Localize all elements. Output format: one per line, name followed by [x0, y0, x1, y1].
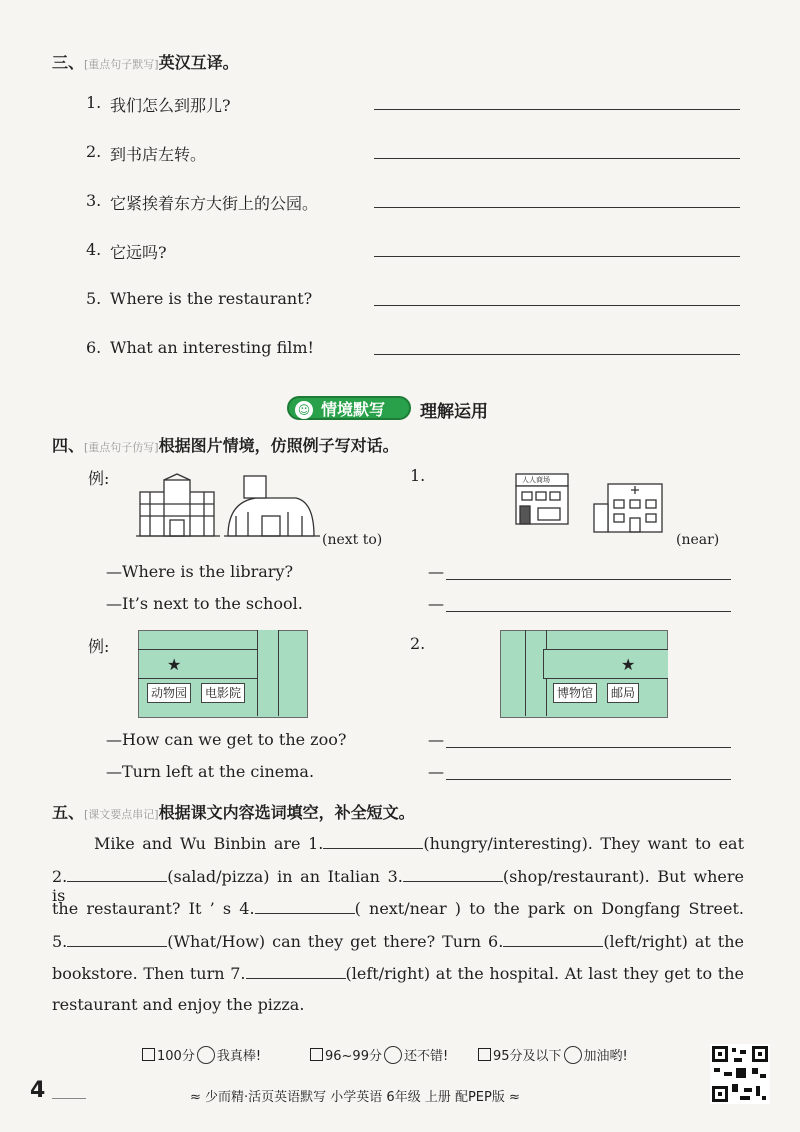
- map-road-v: [257, 630, 279, 716]
- passage-text: (left/right) at the hospital. At last they get to the: [345, 964, 745, 983]
- happy-face-icon: [197, 1046, 215, 1064]
- passage-text: restaurant and enjoy the pizza.: [52, 994, 305, 1014]
- checkbox-96[interactable]: [310, 1048, 323, 1061]
- example1-answer: —It’s next to the school.: [106, 594, 303, 613]
- example1-label: 例:: [88, 469, 110, 488]
- fill-blank[interactable]: [67, 865, 167, 882]
- ex2-answer-line2[interactable]: [446, 779, 731, 780]
- s3-item-text: Where is the restaurant?: [110, 289, 313, 308]
- banner-badge-icon: ☺: [295, 401, 313, 419]
- section5-title: 根据课文内容选词填空，补全短文。: [158, 803, 415, 822]
- s3-item-number: 3.: [86, 191, 102, 210]
- footer-text: ≈ 少而精·活页英语默写 小学英语 6年级 上册 配PEP版 ≈: [190, 1090, 520, 1105]
- eval-text-3: 加油哟!: [583, 1049, 628, 1064]
- eval-text-2: 还不错!: [403, 1049, 449, 1064]
- passage-line: [52, 962, 744, 983]
- ex1-dash1: —: [428, 562, 444, 581]
- passage-text: ( next/near ) to the park on Dongfang Street.: [354, 899, 745, 918]
- example1-question: —Where is the library?: [106, 562, 294, 581]
- ex2-sign2: 邮局: [607, 683, 639, 703]
- s3-answer-line[interactable]: [374, 354, 740, 355]
- fill-blank[interactable]: [403, 865, 503, 882]
- s3-item-number: 4.: [86, 240, 102, 259]
- passage-text: (left/right) at the: [603, 931, 744, 951]
- section4-title: 根据图片情境，仿照例子写对话。: [158, 436, 399, 455]
- passage-line: [52, 995, 744, 1014]
- fill-blank[interactable]: [246, 962, 346, 979]
- section4-number: 四、: [52, 436, 85, 455]
- ex1-hint: (near): [676, 532, 720, 548]
- start-star-icon: ★: [167, 655, 182, 674]
- banner-label: 情境默写: [321, 400, 386, 419]
- passage-text: (hungry/interesting). They want to eat: [423, 834, 745, 853]
- section4-heading: [52, 433, 399, 456]
- shop-sign-text: 人人商场: [522, 476, 550, 484]
- example2-question: —How can we get to the zoo?: [106, 730, 347, 749]
- passage-text: bookstore. Then turn 7.: [52, 964, 246, 983]
- s3-item-number: 5.: [86, 289, 102, 308]
- fill-blank[interactable]: [255, 897, 355, 914]
- hospital-building: [594, 484, 662, 532]
- ex2-sign1: 博物馆: [553, 683, 597, 703]
- s3-answer-line[interactable]: [374, 158, 740, 159]
- page-number-underline: [52, 1098, 86, 1099]
- passage-line: [94, 832, 744, 853]
- smile-face-icon: [384, 1046, 402, 1064]
- ex1-answer-line1[interactable]: [446, 579, 731, 580]
- example2-sign2: 电影院: [201, 683, 245, 703]
- ex2-dash2: —: [428, 762, 444, 781]
- s3-item-text: 它紧挨着东方大街上的公园。: [110, 194, 319, 213]
- s3-item-text: What an interesting film!: [110, 338, 314, 357]
- s3-answer-line[interactable]: [374, 305, 740, 306]
- qr-code[interactable]: [710, 1044, 770, 1104]
- passage-text: 5.: [52, 931, 68, 951]
- cheer-face-icon: [564, 1046, 582, 1064]
- s3-answer-line[interactable]: [374, 256, 740, 257]
- checkbox-95[interactable]: [478, 1048, 491, 1061]
- section3-number: 三、: [52, 53, 85, 72]
- eval-text-1: 我真棒!: [216, 1049, 262, 1064]
- s3-item-number: 2.: [86, 142, 102, 161]
- example2-answer: —Turn left at the cinema.: [106, 762, 315, 781]
- passage-text: (shop/restaurant). But where is: [52, 866, 744, 905]
- fill-blank[interactable]: [67, 930, 167, 947]
- passage-line: [52, 930, 744, 951]
- passage-text: 2.: [52, 866, 68, 886]
- s3-item-number: 6.: [86, 338, 102, 357]
- fill-blank[interactable]: [323, 832, 423, 849]
- ex1-answer-line2[interactable]: [446, 611, 731, 612]
- passage-text: (What/How) can they get there? Turn 6.: [167, 931, 504, 951]
- section3-title: 英汉互译。: [158, 53, 239, 72]
- banner-pill: [287, 396, 411, 420]
- s3-item-text: 到书店左转。: [110, 145, 207, 164]
- example2-map: [138, 630, 308, 718]
- section4-tag: [重点句子仿写]: [84, 441, 159, 454]
- ex2-road-h: [543, 649, 668, 679]
- example1-hint: (next to): [322, 532, 383, 548]
- library-school-illustration: [136, 472, 322, 546]
- school-building: [224, 476, 320, 536]
- map-road-h: [138, 649, 259, 679]
- ex2-dash1: —: [428, 730, 444, 749]
- eval-option-1[interactable]: [142, 1045, 261, 1064]
- section-banner: [287, 396, 503, 424]
- s3-answer-line[interactable]: [374, 207, 740, 208]
- section3-tag: [重点句子默写]: [84, 58, 159, 71]
- passage-text: (salad/pizza) in an Italian 3.: [167, 866, 403, 886]
- section5-number: 五、: [52, 803, 85, 822]
- section5-tag: [课文要点串记]: [84, 808, 159, 821]
- library-building: [136, 474, 220, 536]
- checkbox-100[interactable]: [142, 1048, 155, 1061]
- ex2-map: [500, 630, 668, 718]
- eval-score-2: 96~99分: [325, 1049, 382, 1064]
- passage-line: [52, 897, 744, 918]
- section3-heading: [52, 50, 239, 73]
- s3-item-text: 我们怎么到那儿?: [110, 96, 231, 115]
- eval-option-2[interactable]: [310, 1045, 448, 1064]
- eval-score-3: 95分及以下: [493, 1049, 562, 1064]
- s3-item-number: 1.: [86, 93, 102, 112]
- page-number: 4: [30, 1078, 46, 1103]
- ex2-answer-line1[interactable]: [446, 747, 731, 748]
- example2-sign1: 动物园: [147, 683, 191, 703]
- eval-option-3[interactable]: [478, 1045, 628, 1064]
- ex1-number: 1.: [410, 466, 426, 485]
- ex2-star-icon: ★: [621, 655, 636, 674]
- fill-blank[interactable]: [503, 930, 603, 947]
- eval-score-1: 100分: [157, 1049, 195, 1064]
- s3-answer-line[interactable]: [374, 109, 740, 110]
- example2-label: 例:: [88, 637, 110, 656]
- ex2-number: 2.: [410, 634, 426, 653]
- s3-item-text: 它远吗?: [110, 243, 167, 262]
- ex1-dash2: —: [428, 594, 444, 613]
- passage-text: Mike and Wu Binbin are 1.: [94, 834, 324, 853]
- passage-text: the restaurant? It ’ s 4.: [52, 899, 255, 918]
- banner-after: 理解运用: [420, 402, 488, 422]
- section5-heading: [52, 800, 415, 823]
